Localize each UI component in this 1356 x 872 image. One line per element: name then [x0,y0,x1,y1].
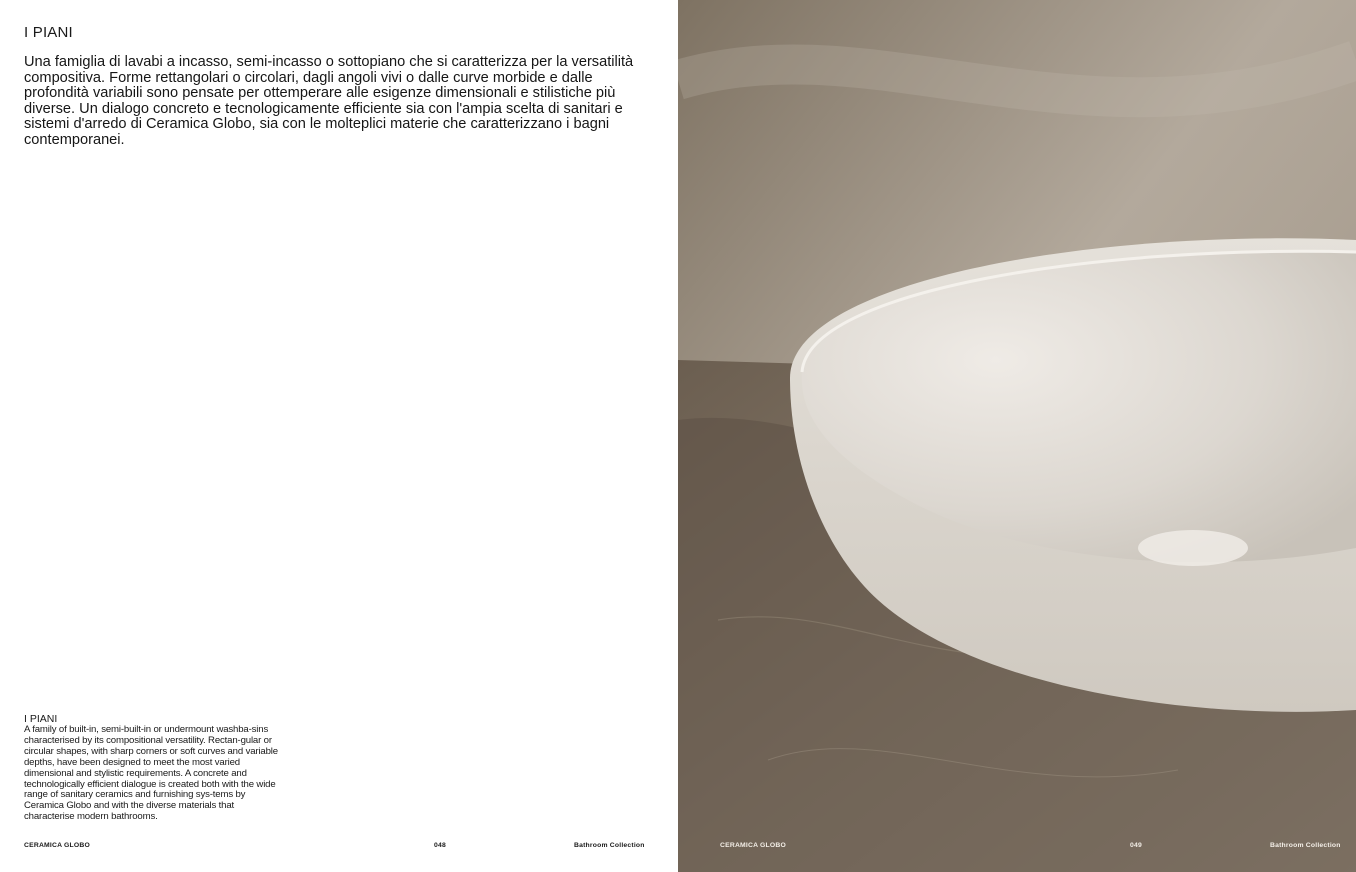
english-description: A family of built-in, semi-built-in or undermount washba-sins characterised by its compositional versatility. Rectan-gular or circular shapes, with sharp corners or soft curves and variable depths, have been designed to meet the most varied dimensional and stylistic requirements. A concrete and technologically efficient dialogue is created both with the wide range of sanitary ceramics and furnishing sys-tems by Ceramica Globo and with the diverse materials that characterise modern bathrooms. [24,724,278,823]
english-title: I PIANI [24,713,58,725]
footer-collection-right: Bathroom Collection [1270,842,1341,849]
page-title: I PIANI [24,24,73,41]
footer-collection-left: Bathroom Collection [574,842,645,849]
italian-description: Una famiglia di lavabi a incasso, semi-incasso o sottopiano che si caratterizza per la versatilità compositiva. Forme rettangolari o circolari, dagli angoli vivi o dalle curve morbide e dalle profondità variabili sono pensate per ottemperare alle esigenze dimensionali e stilistiche più diverse. Un dialogo concreto e tecnologicamente efficiente sia con l'ampia scelta di sanitari e sistemi d'arredo di Ceramica Globo, sia con le molteplici materie che caratterizzano i bagni contemporanei. [24,54,634,148]
product-photo-page [678,0,1356,872]
washbasin-photo [678,0,1356,872]
english-block [24,713,280,823]
page-number-left: 048 [434,842,446,849]
footer-brand-left: CERAMICA GLOBO [24,842,90,849]
footer-brand-right: CERAMICA GLOBO [720,842,786,849]
page-number-right: 049 [1130,842,1142,849]
